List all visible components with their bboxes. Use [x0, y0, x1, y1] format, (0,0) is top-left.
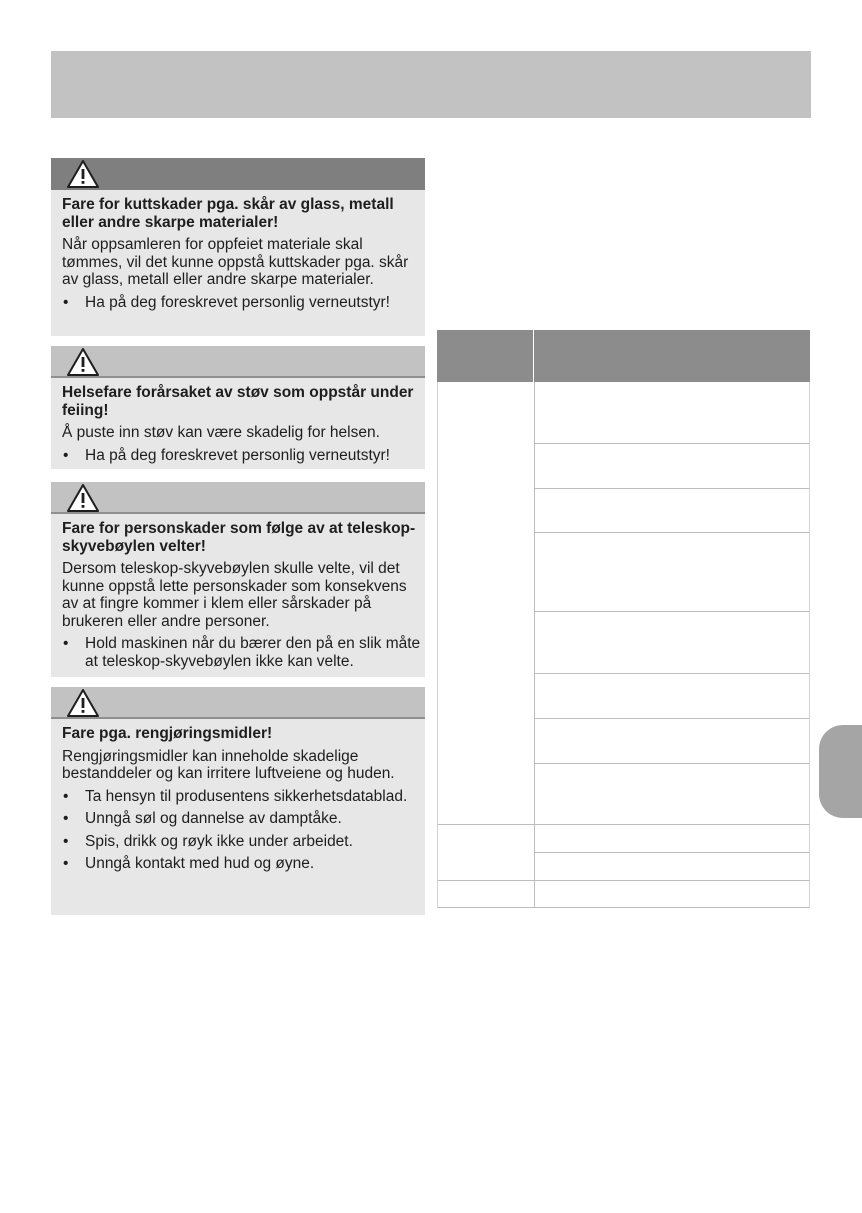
table-cell: [535, 444, 809, 489]
table-cell: [535, 674, 809, 719]
table-cell: [535, 825, 809, 853]
table-cell: [535, 881, 809, 907]
list-item: • Ta hensyn til produsentens sikkerhetsdatablad.: [62, 788, 421, 806]
warning-box-cut-hazard: [51, 158, 425, 336]
warning-title: Helsefare forårsaket av støv som oppstår under feiing!: [62, 384, 414, 419]
list-item: • Hold maskinen når du bærer den på en slik måte at teleskop-skyvebøylen ikke kan velte.: [62, 635, 421, 670]
table-row-group: [437, 825, 810, 881]
list-item: • Ha på deg foreskrevet personlig verneutstyr!: [62, 447, 421, 465]
table-cell: [535, 533, 809, 612]
warning-title: Fare for personskader som følge av at teleskop-skyvebøylen velter!: [62, 520, 416, 555]
warning-header: [51, 346, 425, 378]
warning-box-tipping-hazard: [51, 482, 425, 677]
table-header-cell: [534, 330, 810, 382]
list-item: • Spis, drikk og røyk ikke under arbeidet.: [62, 833, 421, 851]
list-item: • Unngå søl og dannelse av damptåke.: [62, 810, 421, 828]
list-item: • Ha på deg foreskrevet personlig verneutstyr!: [62, 294, 421, 312]
troubleshooting-table: [437, 330, 810, 908]
warning-box-detergent-hazard: [51, 687, 425, 915]
warning-title: Fare for kuttskader pga. skår av glass, metall eller andre skarpe materialer!: [62, 196, 394, 231]
table-header: [437, 330, 810, 382]
warning-header: [51, 482, 425, 514]
warning-text: Å puste inn støv kan være skadelig for helsen.: [62, 424, 380, 441]
table-cell: [535, 382, 809, 444]
warning-box-dust-hazard: [51, 346, 425, 469]
warning-header: [51, 687, 425, 719]
warning-list: [62, 294, 421, 312]
warning-title: Fare pga. rengjøringsmidler!: [62, 725, 273, 742]
table-cell: [535, 764, 809, 824]
warning-triangle-icon: [66, 347, 100, 377]
list-item: • Unngå kontakt med hud og øyne.: [62, 855, 421, 873]
chapter-tab: [819, 725, 862, 818]
warning-text: Dersom teleskop-skyvebøylen skulle velte, vil det kunne oppstå lette personskader som konsekvens av at fingre kommer i klem eller sårskader på brukeren eller andre personer.: [62, 560, 407, 630]
warning-triangle-icon: [66, 159, 100, 189]
warning-header: [51, 158, 425, 190]
table-cell: [438, 881, 535, 907]
warning-list: [62, 635, 421, 670]
table-header-cell: [437, 330, 534, 382]
warning-list: [62, 447, 421, 465]
header-bar: [51, 51, 811, 118]
warning-triangle-icon: [66, 688, 100, 718]
table-cell: [438, 825, 535, 880]
table-cell: [535, 612, 809, 674]
table-row-group: [437, 382, 810, 825]
table-row-group: [437, 881, 810, 908]
warning-text: Rengjøringsmidler kan inneholde skadelige bestanddeler og kan irritere luftveiene og huden.: [62, 747, 395, 782]
warning-list: [62, 788, 421, 873]
table-cell: [535, 853, 809, 880]
table-cell: [438, 382, 535, 824]
warning-text: Når oppsamleren for oppfeiet materiale skal tømmes, vil det kunne oppstå kuttskader pga. skår av glass, metall eller andre skarpe materialer.: [62, 236, 409, 288]
warning-triangle-icon: [66, 483, 100, 513]
table-cell: [535, 489, 809, 533]
table-cell: [535, 719, 809, 764]
